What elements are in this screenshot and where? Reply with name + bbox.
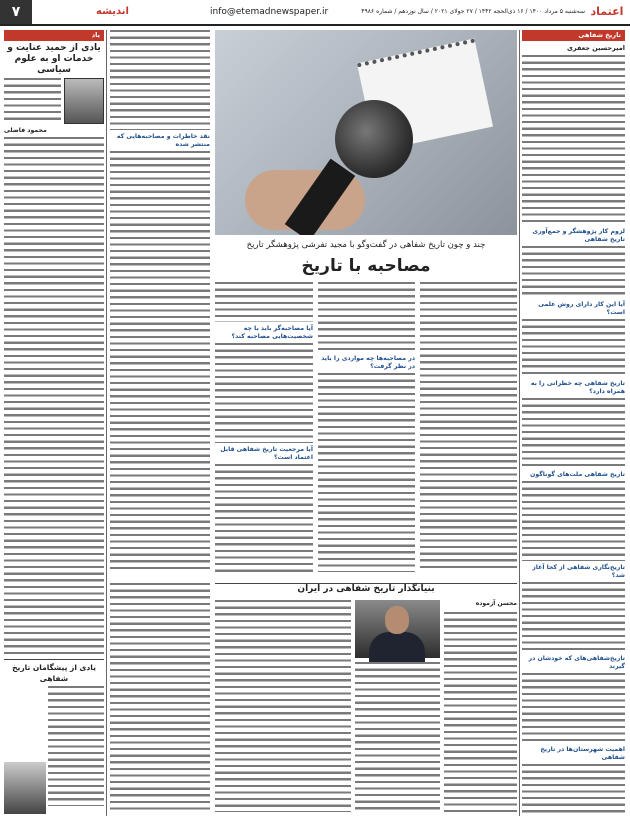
main-article-continuation — [110, 30, 210, 580]
text-block — [522, 673, 625, 743]
second-article-column-1 — [444, 612, 517, 812]
issue-info: سه‌شنبه ۵ مرداد ۱۴۰۰ / ۱۶ ذی‌الحجه ۱۴۴۲ / ۲۷ جولای ۲۰۲۱ / سال نوزدهم / شماره ۴۹۸۶ — [361, 8, 585, 15]
second-article-title: بنیانگذار تاریخ شفاهی در ایران — [215, 583, 517, 597]
text-block — [522, 481, 625, 561]
section-name: اندیشه — [96, 6, 129, 17]
text-block — [215, 600, 351, 812]
right-article-author: امیرحسین جعفری — [566, 44, 625, 52]
text-block — [522, 55, 625, 225]
text-block — [522, 246, 625, 298]
author-block — [4, 78, 104, 124]
second-article-column-3 — [215, 600, 351, 812]
newspaper-logo: اعتماد — [590, 5, 624, 18]
text-block — [48, 686, 104, 806]
right-column-article — [522, 30, 625, 816]
portrait-face — [385, 606, 409, 634]
left-second-title: یادی از پیشگامان تاریخ شفاهی — [4, 659, 104, 684]
main-article-title: مصاحبه با تاریخ — [301, 256, 431, 276]
main-subhead-2: آیا مصاحبه‌گر باید با چه شخصیت‌هایی مصاحبه کند؟ — [231, 325, 313, 340]
text-block — [522, 764, 625, 816]
left-article-title: یادی از حمید عنایت و خدمات او به علوم سیاسی — [7, 43, 101, 75]
main-subhead-1: در مصاحبه‌ها چه مواردی را باید در نظر گرفت؟ — [321, 355, 415, 370]
right-subhead-7: اهمیت شهرستان‌ها در تاریخ شفاهی — [540, 746, 625, 761]
right-article-tag: تاریخ شفاهی — [522, 30, 625, 41]
second-author-photo — [4, 762, 46, 814]
text-block — [355, 662, 440, 812]
left-column-article — [4, 30, 104, 816]
text-block — [420, 282, 517, 572]
text-block — [110, 30, 210, 130]
column-divider — [106, 30, 107, 816]
text-block — [522, 582, 625, 652]
text-block — [4, 78, 61, 124]
right-subhead-1: لزوم کار پژوهشگر و جمع‌آوری تاریخ شفاهی — [532, 228, 625, 243]
main-article-kicker: چند و چون تاریخ شفاهی در گفت‌وگو با مجید تفرشی پژوهشگر تاریخ — [246, 240, 486, 250]
author-photo — [64, 78, 104, 124]
main-article-column-3 — [215, 282, 313, 572]
right-subhead-6: تاریخ‌شفاهی‌های که خودشان در گیرند — [528, 655, 625, 670]
microphone-icon — [335, 100, 413, 178]
right-subhead-2: آیا این کار دارای روش علمی است؟ — [538, 301, 625, 316]
text-block — [110, 151, 210, 571]
second-article-author: محسن آزموده — [475, 600, 517, 607]
site-email: info@etemadnewspaper.ir — [210, 7, 329, 17]
second-article-column-2 — [355, 662, 440, 812]
text-block — [444, 612, 517, 812]
right-subhead-3: تاریخ شفاهی چه خطراتی را به همراه دارد؟ — [530, 380, 625, 395]
interview-photo — [215, 30, 517, 235]
main-subhead-3: آیا مرجعیت تاریخ شفاهی قابل اعتماد است؟ — [220, 446, 313, 461]
text-block — [4, 137, 104, 657]
left-article-tag: یاد — [4, 30, 104, 41]
text-block — [522, 398, 625, 468]
right-subhead-4: تاریخ شفاهی ملت‌های گوناگون — [530, 471, 625, 478]
main-article-column-1 — [420, 282, 517, 572]
text-block — [110, 583, 210, 812]
left-article-author: محمود فاضلی — [4, 127, 47, 134]
masthead-bar — [0, 0, 630, 26]
text-block — [215, 343, 313, 443]
main-article-column-2 — [318, 282, 415, 572]
text-block — [318, 373, 415, 572]
text-block — [215, 282, 313, 322]
author-portrait — [355, 600, 440, 658]
text-block — [215, 464, 313, 572]
portrait-suit — [369, 632, 425, 662]
right-subhead-5: تاریخ‌نگاری شفاهی از کجا آغاز شد؟ — [532, 564, 625, 579]
text-block — [522, 319, 625, 377]
page-number: ۷ — [0, 0, 32, 24]
text-block — [318, 282, 415, 352]
column-divider — [519, 30, 520, 816]
main-subhead-4: نقد خاطرات و مصاحبه‌هایی که منتشر شده — [116, 133, 210, 148]
continuation-column-bottom — [110, 583, 210, 812]
